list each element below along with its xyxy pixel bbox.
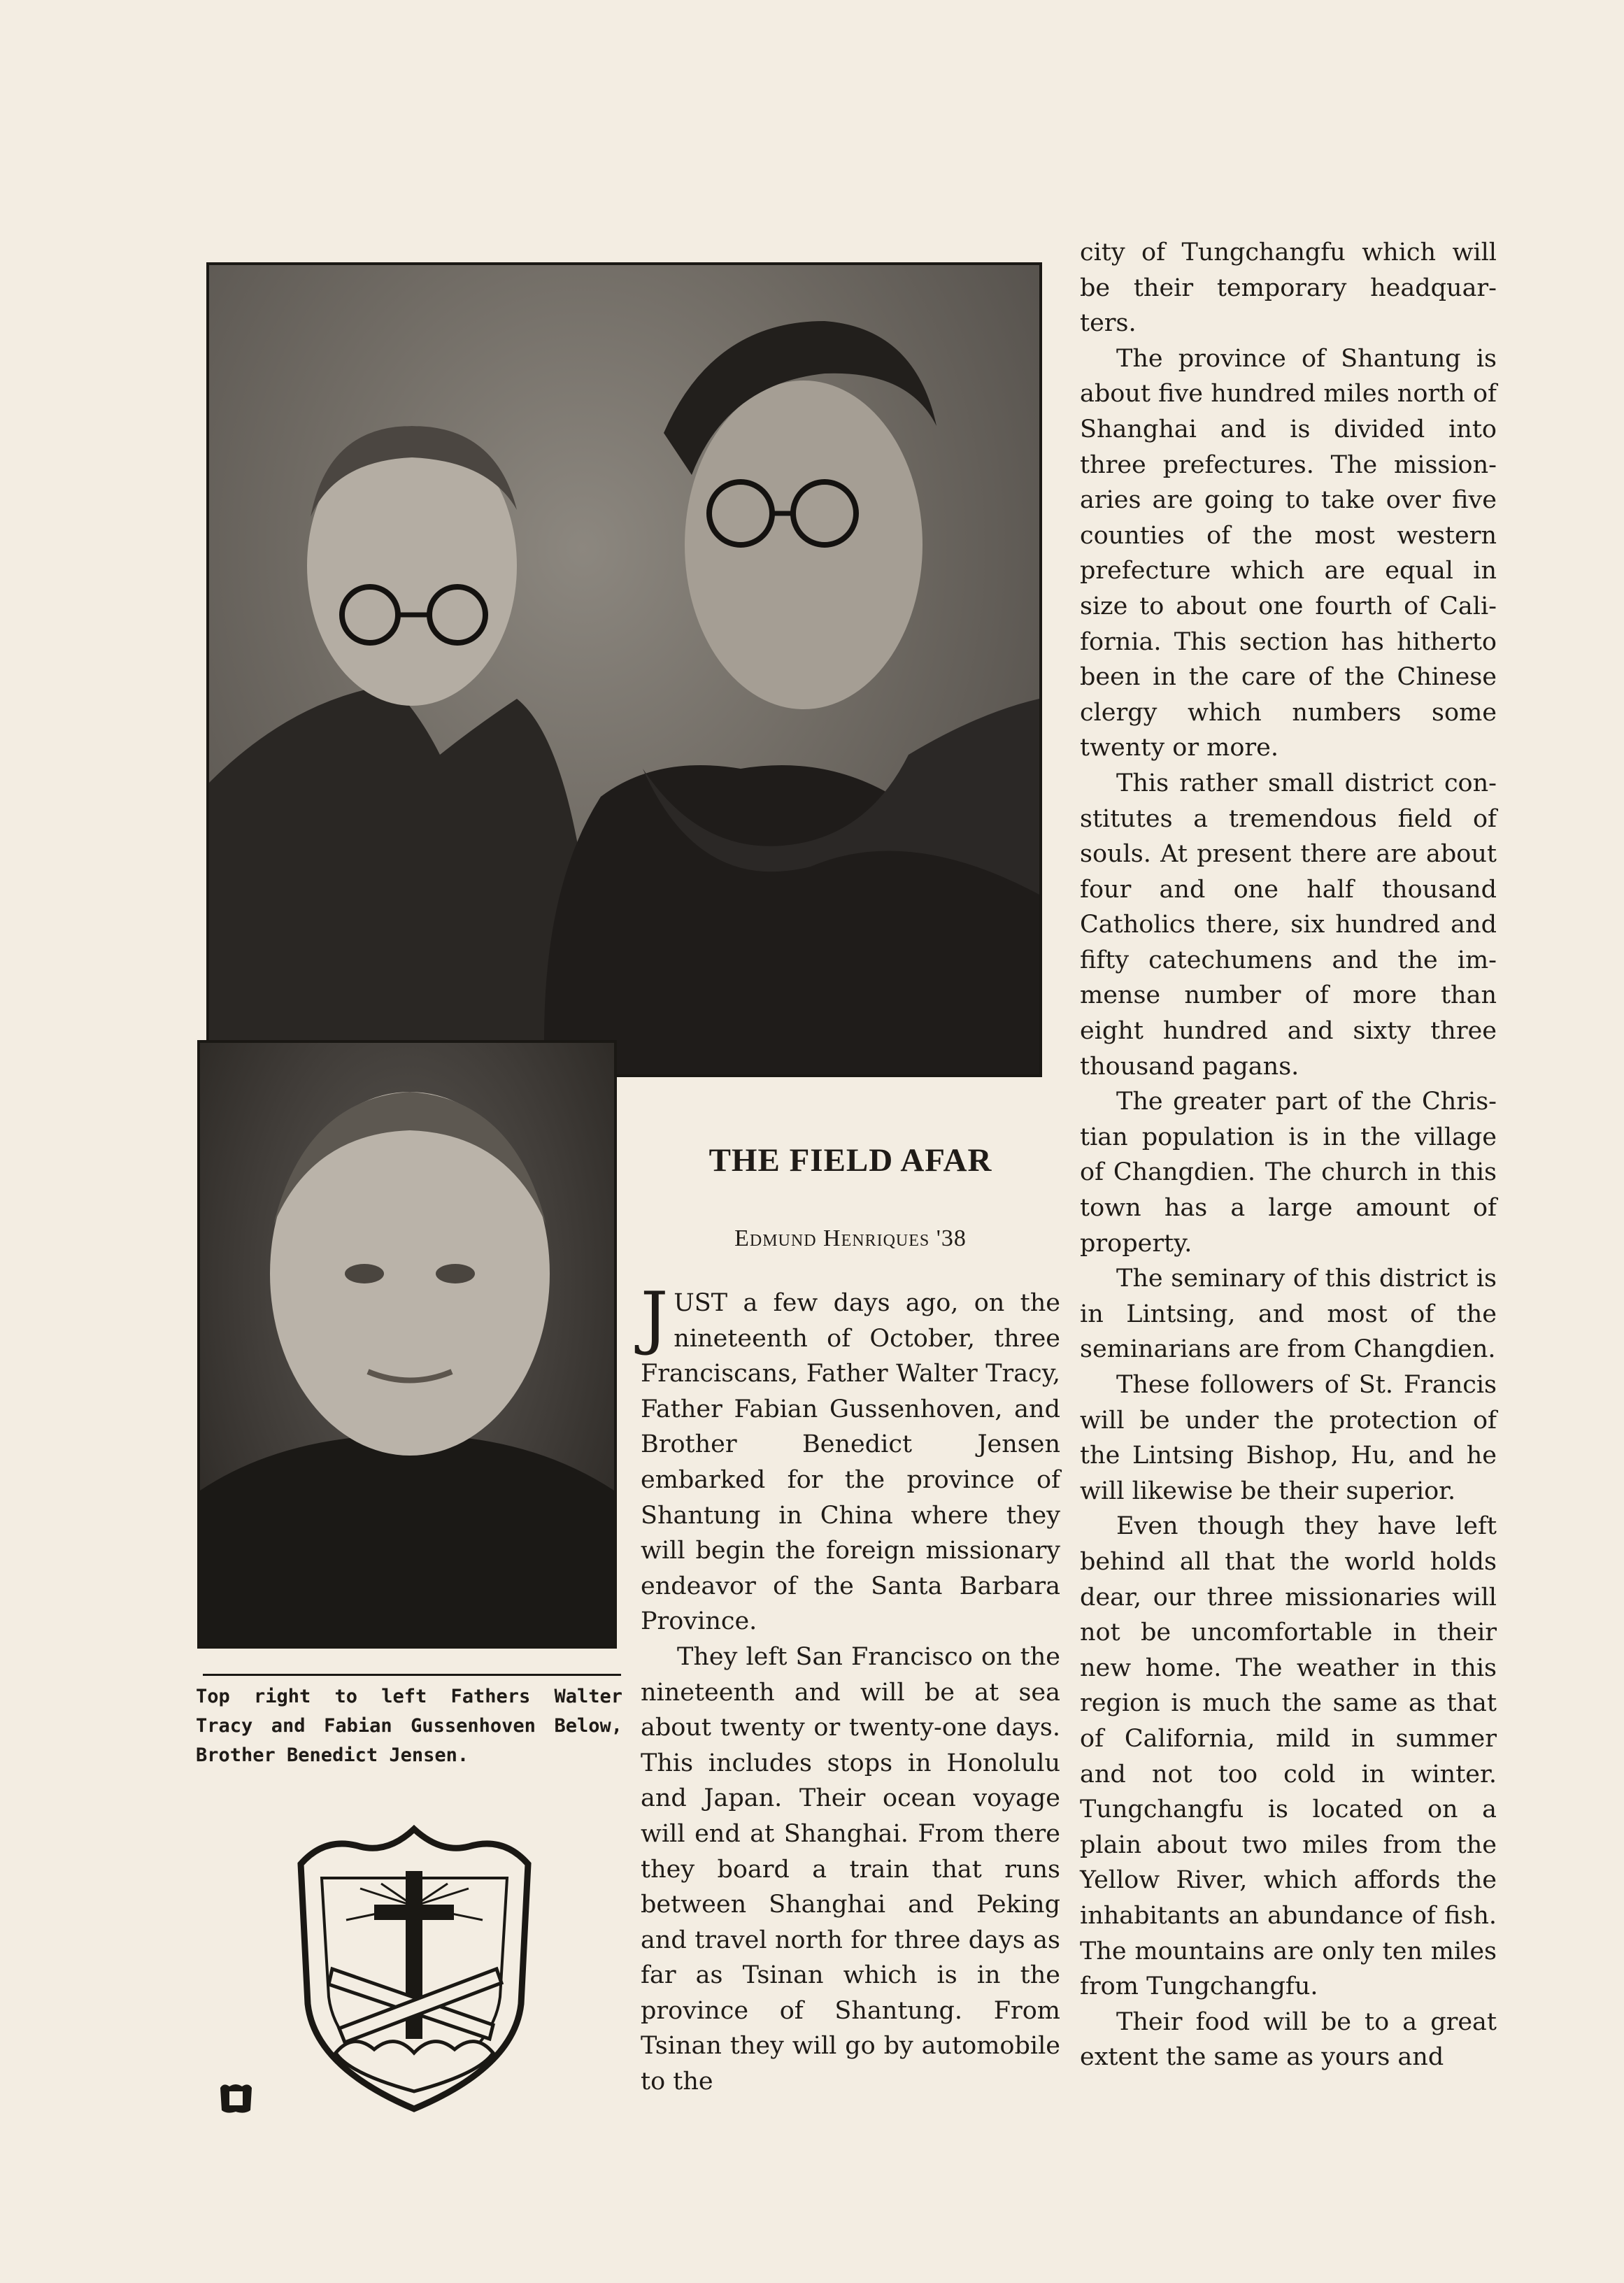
drop-cap: J xyxy=(641,1278,669,1358)
paragraph: city of Tungchangfu which will be their temporary headquarters. xyxy=(1080,239,1497,338)
paragraph: The greater part of the Christian population is in the village of Changdien. The church in this town has a large amount of property. xyxy=(1080,1088,1497,1258)
photo-portrait-pair xyxy=(209,265,1039,1074)
article-column-1 xyxy=(641,1278,1060,2100)
franciscan-crest-icon xyxy=(283,1822,546,2116)
paragraph: JUST a few days ago, on the nineteenth of October, three Franciscans, Father Walter Tracy, Father Fabian Gussenhoven, and Brother Benedict Jensen embarked for the province of Shantung in China where they will begin the foreign missionary endeavor of the Santa Barbara Province. xyxy=(641,1278,1060,1636)
photo-fathers-tracy-gussenhoven xyxy=(206,262,1042,1077)
paragraph: The province of Shantung is about five hundred miles north of Shanghai and is divided into three prefectures. The missionaries are going to take over five counties of the most western prefecture which are equal in size to about one fourth of California. This section has hitherto been in the care of the Chinese clergy which numbers some twenty or more. xyxy=(1080,344,1497,762)
page-folio-icon xyxy=(217,2081,255,2116)
caption-rule xyxy=(203,1674,621,1676)
paragraph: These followers of St. Francis will be under the protection of the Lintsing Bishop, Hu, and he will likewise be their superior. xyxy=(1080,1371,1497,1505)
paragraph: This rather small district constitutes a tremendous field of souls. At present there are about four and one half thousand Catholics there, six hundred and fifty catechumens and the immense number of more than eight hundred and sixty three thousand pagans. xyxy=(1080,769,1497,1081)
paragraph: They left San Francisco on the nineteenth and will be at sea about twenty or twenty-one days. This includes stops in Honolulu and Japan. Their ocean voyage will end at Shanghai. From there they board a train that runs between Shanghai and Peking and travel north for three days as far as Tsinan which is in the province of Shantung. From Tsinan they will go by automobile to the xyxy=(641,1642,1060,2096)
paragraph: Their food will be to a great extent the same as yours and xyxy=(1080,2007,1497,2072)
paragraph: The seminary of this district is in Lintsing, and most of the seminarians are from Changdien. xyxy=(1080,1265,1497,1364)
photo-brother-jensen xyxy=(197,1040,617,1649)
article-title: THE FIELD AFAR xyxy=(708,1142,992,1179)
article-column-2 xyxy=(1080,235,1497,2075)
article-byline: Edmund Henriques '38 xyxy=(734,1225,967,1251)
paragraph: Even though they have left behind all that the world holds dear, our three missionaries will not be uncomfortable in their new home. The weather in this region is much the same as that of California, mild in summer and not too cold in winter. Tungchangfu is located on a plain about two miles from the Yellow River, which affords the inhabitants an abundance of fish. The mountains are only ten miles from Tungchangfu. xyxy=(1080,1512,1497,2001)
photo-portrait-single xyxy=(200,1043,614,1646)
photo-caption: Top right to left Fathers Walter Tracy and Fabian Gussenhoven Below, Brother Benedict Jensen. xyxy=(196,1686,622,1766)
